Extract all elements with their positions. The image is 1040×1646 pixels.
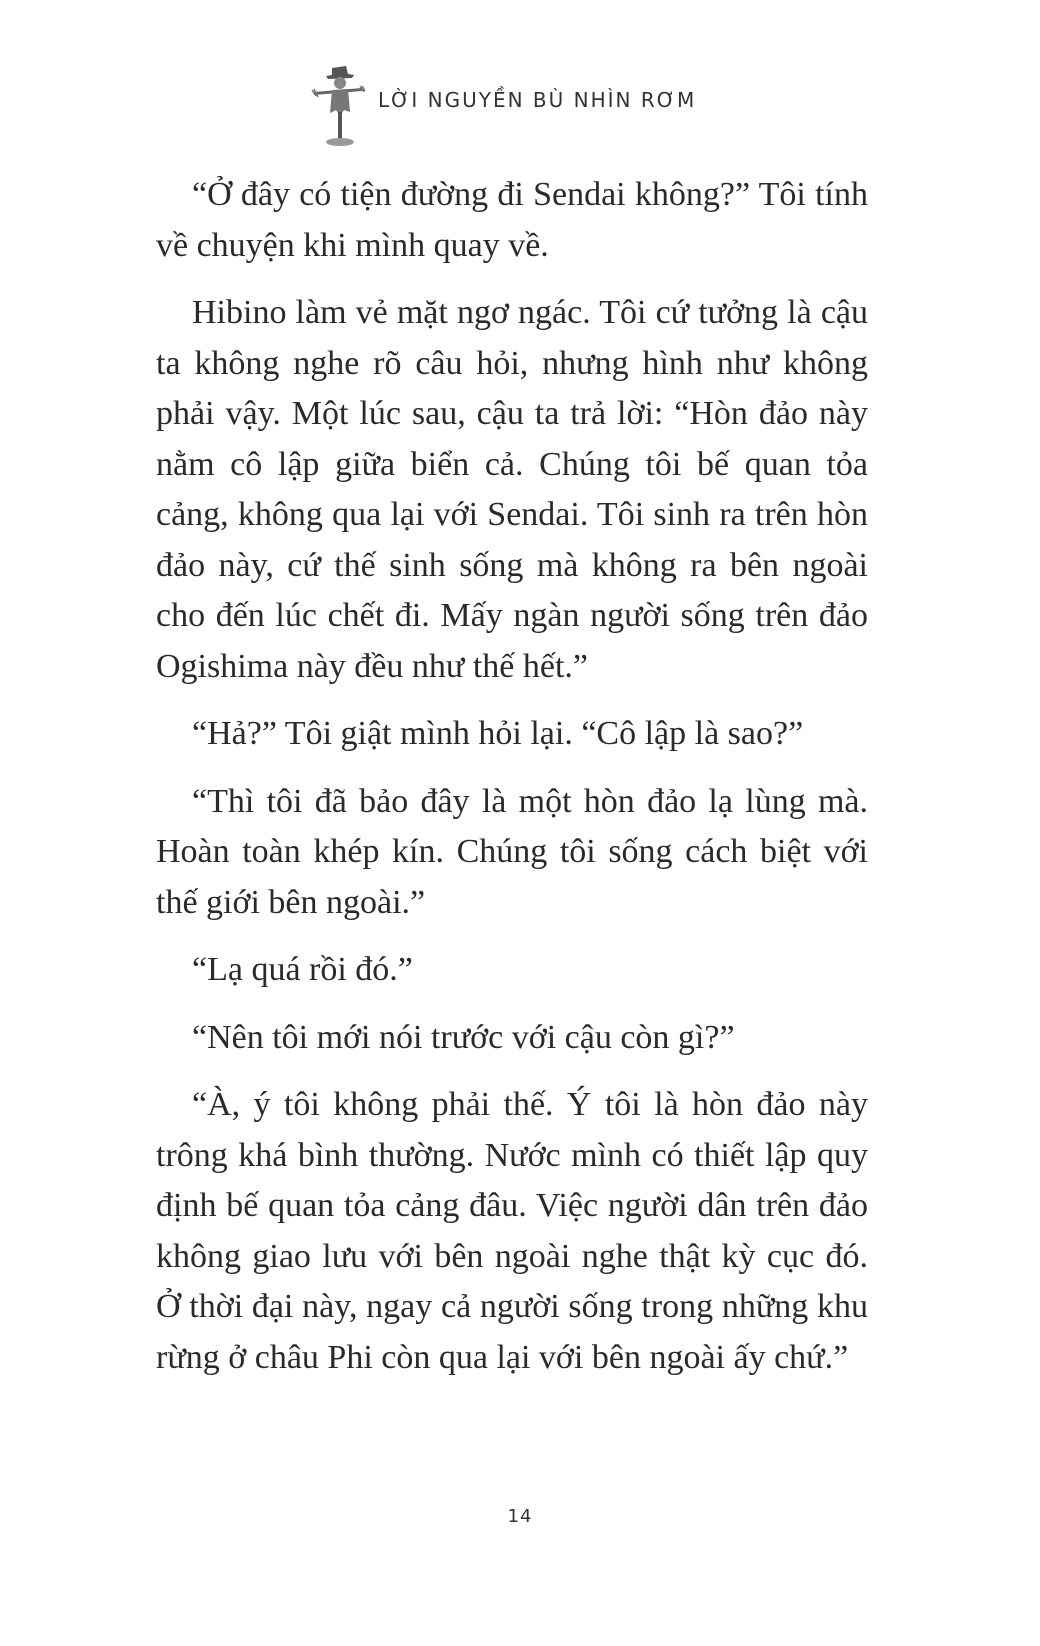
page-body	[156, 170, 868, 1400]
running-title: LỜI NGUYỀN BÙ NHÌN RƠM	[378, 88, 697, 112]
paragraph: “Thì tôi đã bảo đây là một hòn đảo lạ lùng mà. Hoàn toàn khép kín. Chúng tôi sống cách biệt với thế giới bên ngoài.”	[156, 782, 868, 921]
paragraph: Hibino làm vẻ mặt ngơ ngác. Tôi cứ tưởng là cậu ta không nghe rõ câu hỏi, nhưng hình như không phải vậy. Một lúc sau, cậu ta trả lời: “Hòn đảo này nằm cô lập giữa biển cả. Chúng tôi bế quan tỏa cảng, không qua lại với Sendai. Tôi sinh ra trên hòn đảo này, cứ thế sinh sống mà không ra bên ngoài cho đến lúc chết đi. Mấy ngàn người sống trên đảo Ogishima này đều như thế hết.”	[156, 294, 868, 685]
paragraph: “Nên tôi mới nói trước với cậu còn gì?”	[192, 1018, 735, 1056]
page-number: 14	[507, 1506, 533, 1527]
paragraph: “Ở đây có tiện đường đi Sendai không?” Tôi tính về chuyện khi mình quay về.	[156, 176, 868, 264]
running-header	[310, 62, 696, 148]
paragraph: “À, ý tôi không phải thế. Ý tôi là hòn đảo này trông khá bình thường. Nước mình có thiết lập quy định bế quan tỏa cảng đâu. Việc người dân trên đảo không giao lưu với bên ngoài nghe thật kỳ cục đó. Ở thời đại này, ngay cả người sống trong những khu rừng ở châu Phi còn qua lại với bên ngoài ấy chứ.”	[156, 1086, 868, 1376]
paragraph: “Lạ quá rồi đó.”	[192, 951, 413, 988]
scarecrow-icon	[310, 62, 366, 148]
paragraph: “Hả?” Tôi giật mình hỏi lại. “Cô lập là sao?”	[192, 715, 804, 752]
